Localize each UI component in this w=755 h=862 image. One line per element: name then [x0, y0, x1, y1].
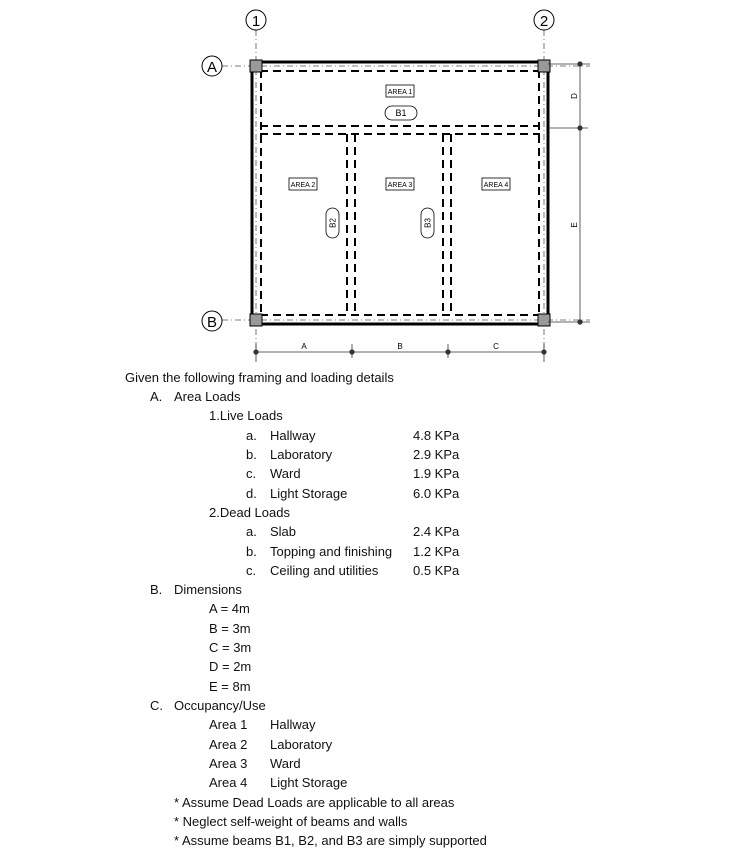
- svg-text:AREA 3: AREA 3: [387, 182, 413, 189]
- dead-item-label: Ceiling and utilities: [270, 563, 379, 578]
- dimension-value: D = 2m: [209, 659, 252, 674]
- area-tag-3: [386, 178, 414, 190]
- side-dimension-line: [548, 62, 590, 324]
- live-item-label: Hallway: [270, 428, 316, 443]
- slab-outline: [252, 62, 548, 324]
- section-c-marker: C.: [150, 698, 163, 713]
- area-tag-1: [386, 85, 414, 97]
- intro-text: Given the following framing and loading details: [125, 370, 394, 385]
- live-item-value: 1.9 KPa: [413, 466, 460, 481]
- dead-item-marker: b.: [246, 544, 257, 559]
- beam-tag-b3: [421, 208, 434, 238]
- dimension-value: E = 8m: [209, 679, 251, 694]
- occupancy-area: Area 2: [209, 737, 248, 752]
- columns: [250, 60, 550, 326]
- live-item-marker: a.: [246, 428, 257, 443]
- grid-label-2: 2: [539, 13, 549, 30]
- dead-item-marker: c.: [246, 563, 257, 578]
- beam-tag-b2: [326, 208, 339, 238]
- dimension-value: A = 4m: [209, 601, 250, 616]
- live-item-marker: c.: [246, 466, 257, 481]
- svg-text:AREA 2: AREA 2: [290, 182, 316, 189]
- occupancy-use: Laboratory: [270, 737, 333, 752]
- svg-text:B3: B3: [423, 218, 433, 228]
- grid-bubble-row-b: [202, 311, 222, 331]
- section-c-title: Occupancy/Use: [174, 698, 266, 713]
- live-item-marker: d.: [246, 486, 257, 501]
- dim-label-c: C: [493, 342, 499, 351]
- dead-item-label: Slab: [270, 524, 297, 539]
- grid-bubble-col-1: [246, 10, 266, 30]
- grid-bubble-col-2: [534, 10, 554, 30]
- dim-label-b: B: [397, 342, 403, 351]
- dimension-value: B = 3m: [209, 621, 251, 636]
- live-item-label: Laboratory: [270, 447, 333, 462]
- live-item-label: Light Storage: [270, 486, 348, 501]
- live-item-label: Ward: [270, 466, 301, 481]
- dead-item-marker: a.: [246, 524, 257, 539]
- svg-text:B2: B2: [328, 218, 338, 228]
- section-b-marker: B.: [150, 582, 163, 597]
- svg-text:B1: B1: [395, 108, 407, 118]
- dim-label-d: D: [570, 93, 579, 99]
- occupancy-use: Hallway: [270, 717, 316, 732]
- grid-label-a: A: [206, 59, 218, 76]
- beam-tag-b1: [385, 106, 417, 120]
- live-item-value: 6.0 KPa: [413, 486, 460, 501]
- live-item-marker: b.: [246, 447, 257, 462]
- grid-bubble-row-a: [202, 56, 222, 76]
- section-a-marker: A.: [150, 389, 163, 404]
- live-loads-title: 1.Live Loads: [209, 408, 283, 423]
- assumption-note: * Assume Dead Loads are applicable to all areas: [174, 795, 455, 810]
- occupancy-area: Area 3: [209, 756, 248, 771]
- dead-item-value: 1.2 KPa: [413, 544, 460, 559]
- dim-label-e: E: [570, 222, 579, 228]
- svg-text:AREA 4: AREA 4: [483, 182, 509, 189]
- occupancy-area: Area 1: [209, 717, 248, 732]
- assumption-note: * Neglect self-weight of beams and walls: [174, 814, 408, 829]
- dead-item-value: 2.4 KPa: [413, 524, 460, 539]
- live-item-value: 2.9 KPa: [413, 447, 460, 462]
- grid-label-b: B: [206, 314, 218, 331]
- dead-loads-title: 2.Dead Loads: [209, 505, 290, 520]
- area-tag-4: [482, 178, 510, 190]
- occupancy-use: Ward: [270, 756, 301, 771]
- occupancy-use: Light Storage: [270, 775, 348, 790]
- dim-label-a: A: [301, 342, 307, 351]
- area-tag-2: [289, 178, 317, 190]
- dead-item-label: Topping and finishing: [270, 544, 393, 559]
- dimension-value: C = 3m: [209, 640, 252, 655]
- dead-item-value: 0.5 KPa: [413, 563, 460, 578]
- svg-text:AREA 1: AREA 1: [387, 89, 413, 96]
- grid-lines: [222, 30, 590, 352]
- framing-plan: [0, 0, 755, 370]
- grid-label-1: 1: [251, 13, 261, 30]
- live-item-value: 4.8 KPa: [413, 428, 460, 443]
- occupancy-area: Area 4: [209, 775, 248, 790]
- assumption-note: * Assume beams B1, B2, and B3 are simply supported: [174, 833, 487, 848]
- section-a-title: Area Loads: [174, 389, 241, 404]
- section-b-title: Dimensions: [174, 582, 242, 597]
